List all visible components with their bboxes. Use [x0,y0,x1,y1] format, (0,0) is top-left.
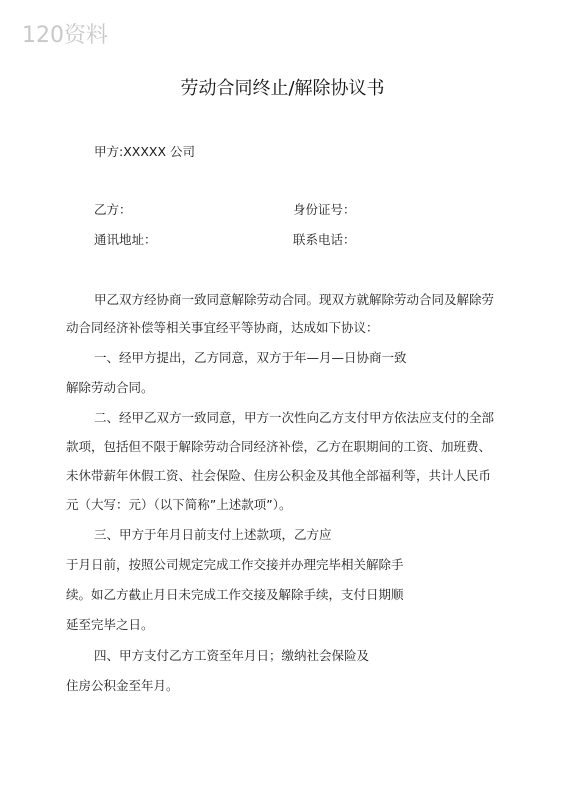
body-line: 动合同经济补偿等相关事宜经平等协商，达成如下协议： [66,320,379,335]
body-line: 元（大写：元）（以下简称”上述款项”）。 [66,497,292,512]
body-line: 解除劳动合同。 [66,380,154,395]
watermark: 120资料 [22,23,108,48]
body-line: 住房公积金至年月。 [66,678,179,693]
body-line: 延至完毕之日。 [66,617,154,632]
party-a-field: 甲方:XXXXX 公司 [94,144,196,159]
id-number-field: 身份证号： [293,202,356,217]
body-line: 三、甲方于年月日前支付上述款项，乙方应 [94,527,332,542]
body-line: 未休带薪年休假工资、社会保险、住房公积金及其他全部福利等，共计人民币 [66,468,492,483]
body-line: 四、甲方支付乙方工资至年月日；缴纳社会保险及 [94,648,370,663]
body-line: 于月日前，按照公司规定完成工作交接并办理完毕相关解除手 [66,557,404,572]
address-field: 通讯地址： [94,232,157,247]
body-line: 一、经甲方提出，乙方同意，双方于年—月—日协商一致 [94,350,407,365]
body-line: 二、经甲乙双方一致同意，甲方一次性向乙方支付甲方依法应支付的全部 [94,410,495,425]
phone-field: 联系电话： [293,232,356,247]
body-line: 款项，包括但不限于解除劳动合同经济补偿，乙方在职期间的工资、加班费、 [66,439,492,454]
body-line: 甲乙双方经协商一致同意解除劳动合同。现双方就解除劳动合同及解除劳 [94,292,495,307]
document-title: 劳动合同终止/解除协议书 [180,78,385,99]
party-b-field: 乙方： [94,202,132,217]
body-line: 续。如乙方截止月日未完成工作交接及解除手续，支付日期顺 [66,587,404,602]
